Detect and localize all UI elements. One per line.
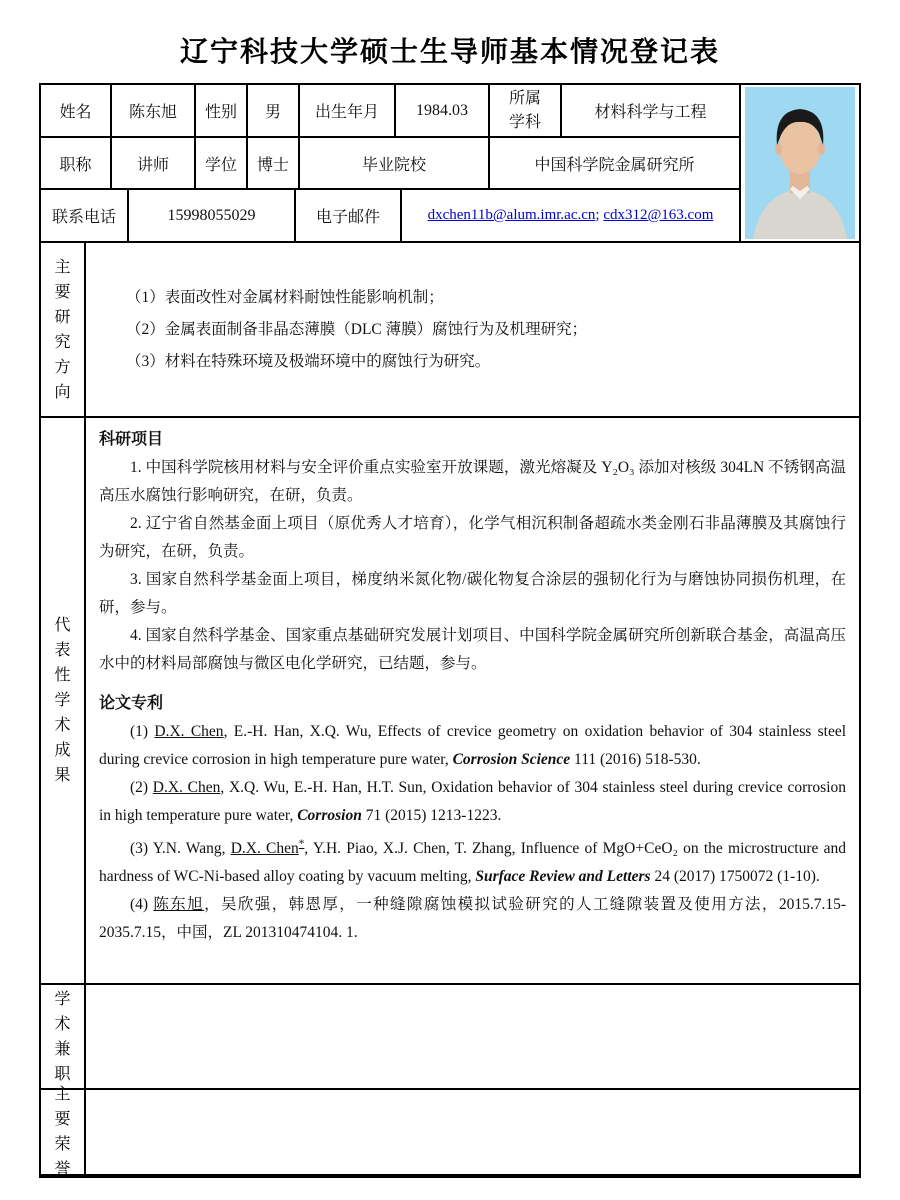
- table-row: [41, 190, 741, 243]
- research-direction-item: （1）表面改性对金属材料耐蚀性能影响机制；: [126, 288, 444, 306]
- paper-item: (3) Y.N. Wang, D.X. Chen*, Y.H. Piao, X.J. Chen, T. Zhang, Influence of MgO+CeO₂ on the microstructure and hardness of WC-Ni-based alloy coating by vacuum melting, Surface Review and Letters 24 (2017) 1750072 (1-10).: [99, 838, 847, 886]
- vlabel-char: 主: [54, 1086, 71, 1103]
- vlabel-char: 要: [54, 1111, 71, 1128]
- email-value: [402, 190, 741, 243]
- school-label: 毕业院校: [300, 138, 490, 190]
- vlabel-char: 术: [54, 1015, 71, 1033]
- vlabel-char: 誉: [54, 1161, 71, 1178]
- research-direction-item: （2）金属表面制备非晶态薄膜（DLC 薄膜）腐蚀行为及机理研究；: [126, 320, 588, 338]
- project-item: 2. 辽宁省自然基金面上项目（原优秀人才培育），化学气相沉积制备超疏水类金刚石非晶薄膜及其腐蚀行为研究，在研，负责。: [99, 515, 846, 560]
- email-link-primary[interactable]: dxchen11b@alum.imr.ac.cn: [427, 207, 596, 223]
- paper-item: (1) D.X. Chen, E.-H. Han, X.Q. Wu, Effects of crevice geometry on oxidation behavior of 304 stainless steel during crevice corrosion in high temperature pure water, Corrosion Science 111 (2016) 518-530.: [99, 723, 847, 768]
- gender-value: 男: [248, 85, 300, 138]
- name-value: 陈东旭: [112, 85, 196, 138]
- project-item: 1. 中国科学院核用材料与安全评价重点实验室开放课题，激光熔凝及 Y₂O₃ 添加对核级 304LN 不锈钢高温高压水腐蚀行影响研究，在研，负责。: [99, 459, 847, 504]
- table-row: [41, 85, 741, 138]
- achievements-label: [41, 418, 86, 985]
- achievements-row: [41, 418, 859, 985]
- basic-info-grid: [41, 85, 741, 243]
- academic-posts-label: [41, 985, 86, 1090]
- discipline-label-text: 所属学科: [508, 90, 541, 131]
- table-row: [41, 138, 741, 190]
- vlabel-char: 向: [54, 383, 71, 401]
- honors-content: [86, 1090, 859, 1176]
- email-separator: ;: [595, 207, 604, 223]
- achievements-content: [86, 418, 859, 985]
- research-directions-row: [41, 243, 859, 418]
- profile-photo-cell: [741, 85, 859, 243]
- vlabel-char: 要: [54, 283, 71, 301]
- vlabel-char: 表: [54, 642, 71, 659]
- basic-info-section: [41, 85, 859, 243]
- registration-form-table: [39, 83, 861, 1178]
- phone-label: 联系电话: [41, 190, 129, 243]
- vlabel-char: 职: [54, 1065, 71, 1083]
- research-directions-content: [86, 243, 859, 418]
- discipline-label: [490, 85, 562, 138]
- degree-value: 博士: [248, 138, 300, 190]
- vlabel-char: 研: [54, 308, 71, 326]
- paper-item: (2) D.X. Chen, X.Q. Wu, E.-H. Han, H.T. Sun, Oxidation behavior of 304 stainless steel during crevice corrosion in high temperature pure water, Corrosion 71 (2015) 1213-1223.: [99, 779, 847, 824]
- school-value: 中国科学院金属研究所: [490, 138, 741, 190]
- vlabel-char: 学: [54, 990, 71, 1008]
- job-title-value: 讲师: [112, 138, 196, 190]
- project-item: 4. 国家自然科学基金、国家重点基础研究发展计划项目、中国科学院金属研究所创新联合基金，高温高压水中的材料局部腐蚀与微区电化学研究，已结题，参与。: [99, 627, 846, 672]
- discipline-value: 材料科学与工程: [562, 85, 741, 138]
- honors-row: [41, 1086, 859, 1178]
- vlabel-char: 学: [54, 692, 71, 709]
- academic-posts-row: [41, 985, 859, 1090]
- profile-photo: [745, 87, 855, 239]
- vlabel-char: 兼: [54, 1040, 71, 1058]
- academic-posts-content: [86, 985, 859, 1090]
- vlabel-char: 方: [54, 358, 71, 376]
- project-item: 3. 国家自然科学基金面上项目，梯度纳米氮化物/碳化物复合涂层的强韧化行为与磨蚀协同损伤机理，在研，参与。: [99, 571, 846, 616]
- page-title: 辽宁科技大学硕士生导师基本情况登记表: [179, 36, 720, 67]
- phone-value: 15998055029: [129, 190, 296, 243]
- research-direction-item: （3）材料在特殊环境及极端环境中的腐蚀行为研究。: [126, 352, 491, 370]
- research-directions-label: [41, 243, 86, 418]
- name-label: 姓名: [41, 85, 112, 138]
- projects-heading: 科研项目: [99, 431, 164, 448]
- gender-label: 性别: [196, 85, 248, 138]
- vlabel-char: 代: [54, 617, 71, 634]
- degree-label: 学位: [196, 138, 248, 190]
- vlabel-char: 成: [54, 742, 71, 759]
- birth-value: 1984.03: [396, 85, 490, 138]
- job-title-label: 职称: [41, 138, 112, 190]
- vlabel-char: 究: [54, 333, 71, 351]
- vlabel-char: 性: [54, 667, 71, 684]
- honors-label: [41, 1086, 86, 1178]
- vlabel-char: 荣: [54, 1136, 71, 1153]
- vlabel-char: 术: [54, 717, 71, 734]
- vlabel-char: 果: [54, 767, 71, 784]
- papers-heading: 论文专利: [99, 695, 164, 712]
- email-link-secondary[interactable]: cdx312@163.com: [603, 207, 714, 223]
- paper-item: (4) 陈东旭，吴欣强，韩恩厚，一种缝隙腐蚀模拟试验研究的人工缝隙装置及使用方法，2015.7.15-2035.7.15，中国，ZL 201310474104. 1.: [99, 896, 846, 942]
- email-label: 电子邮件: [296, 190, 402, 243]
- birth-label: 出生年月: [300, 85, 396, 138]
- vlabel-char: 主: [54, 258, 71, 276]
